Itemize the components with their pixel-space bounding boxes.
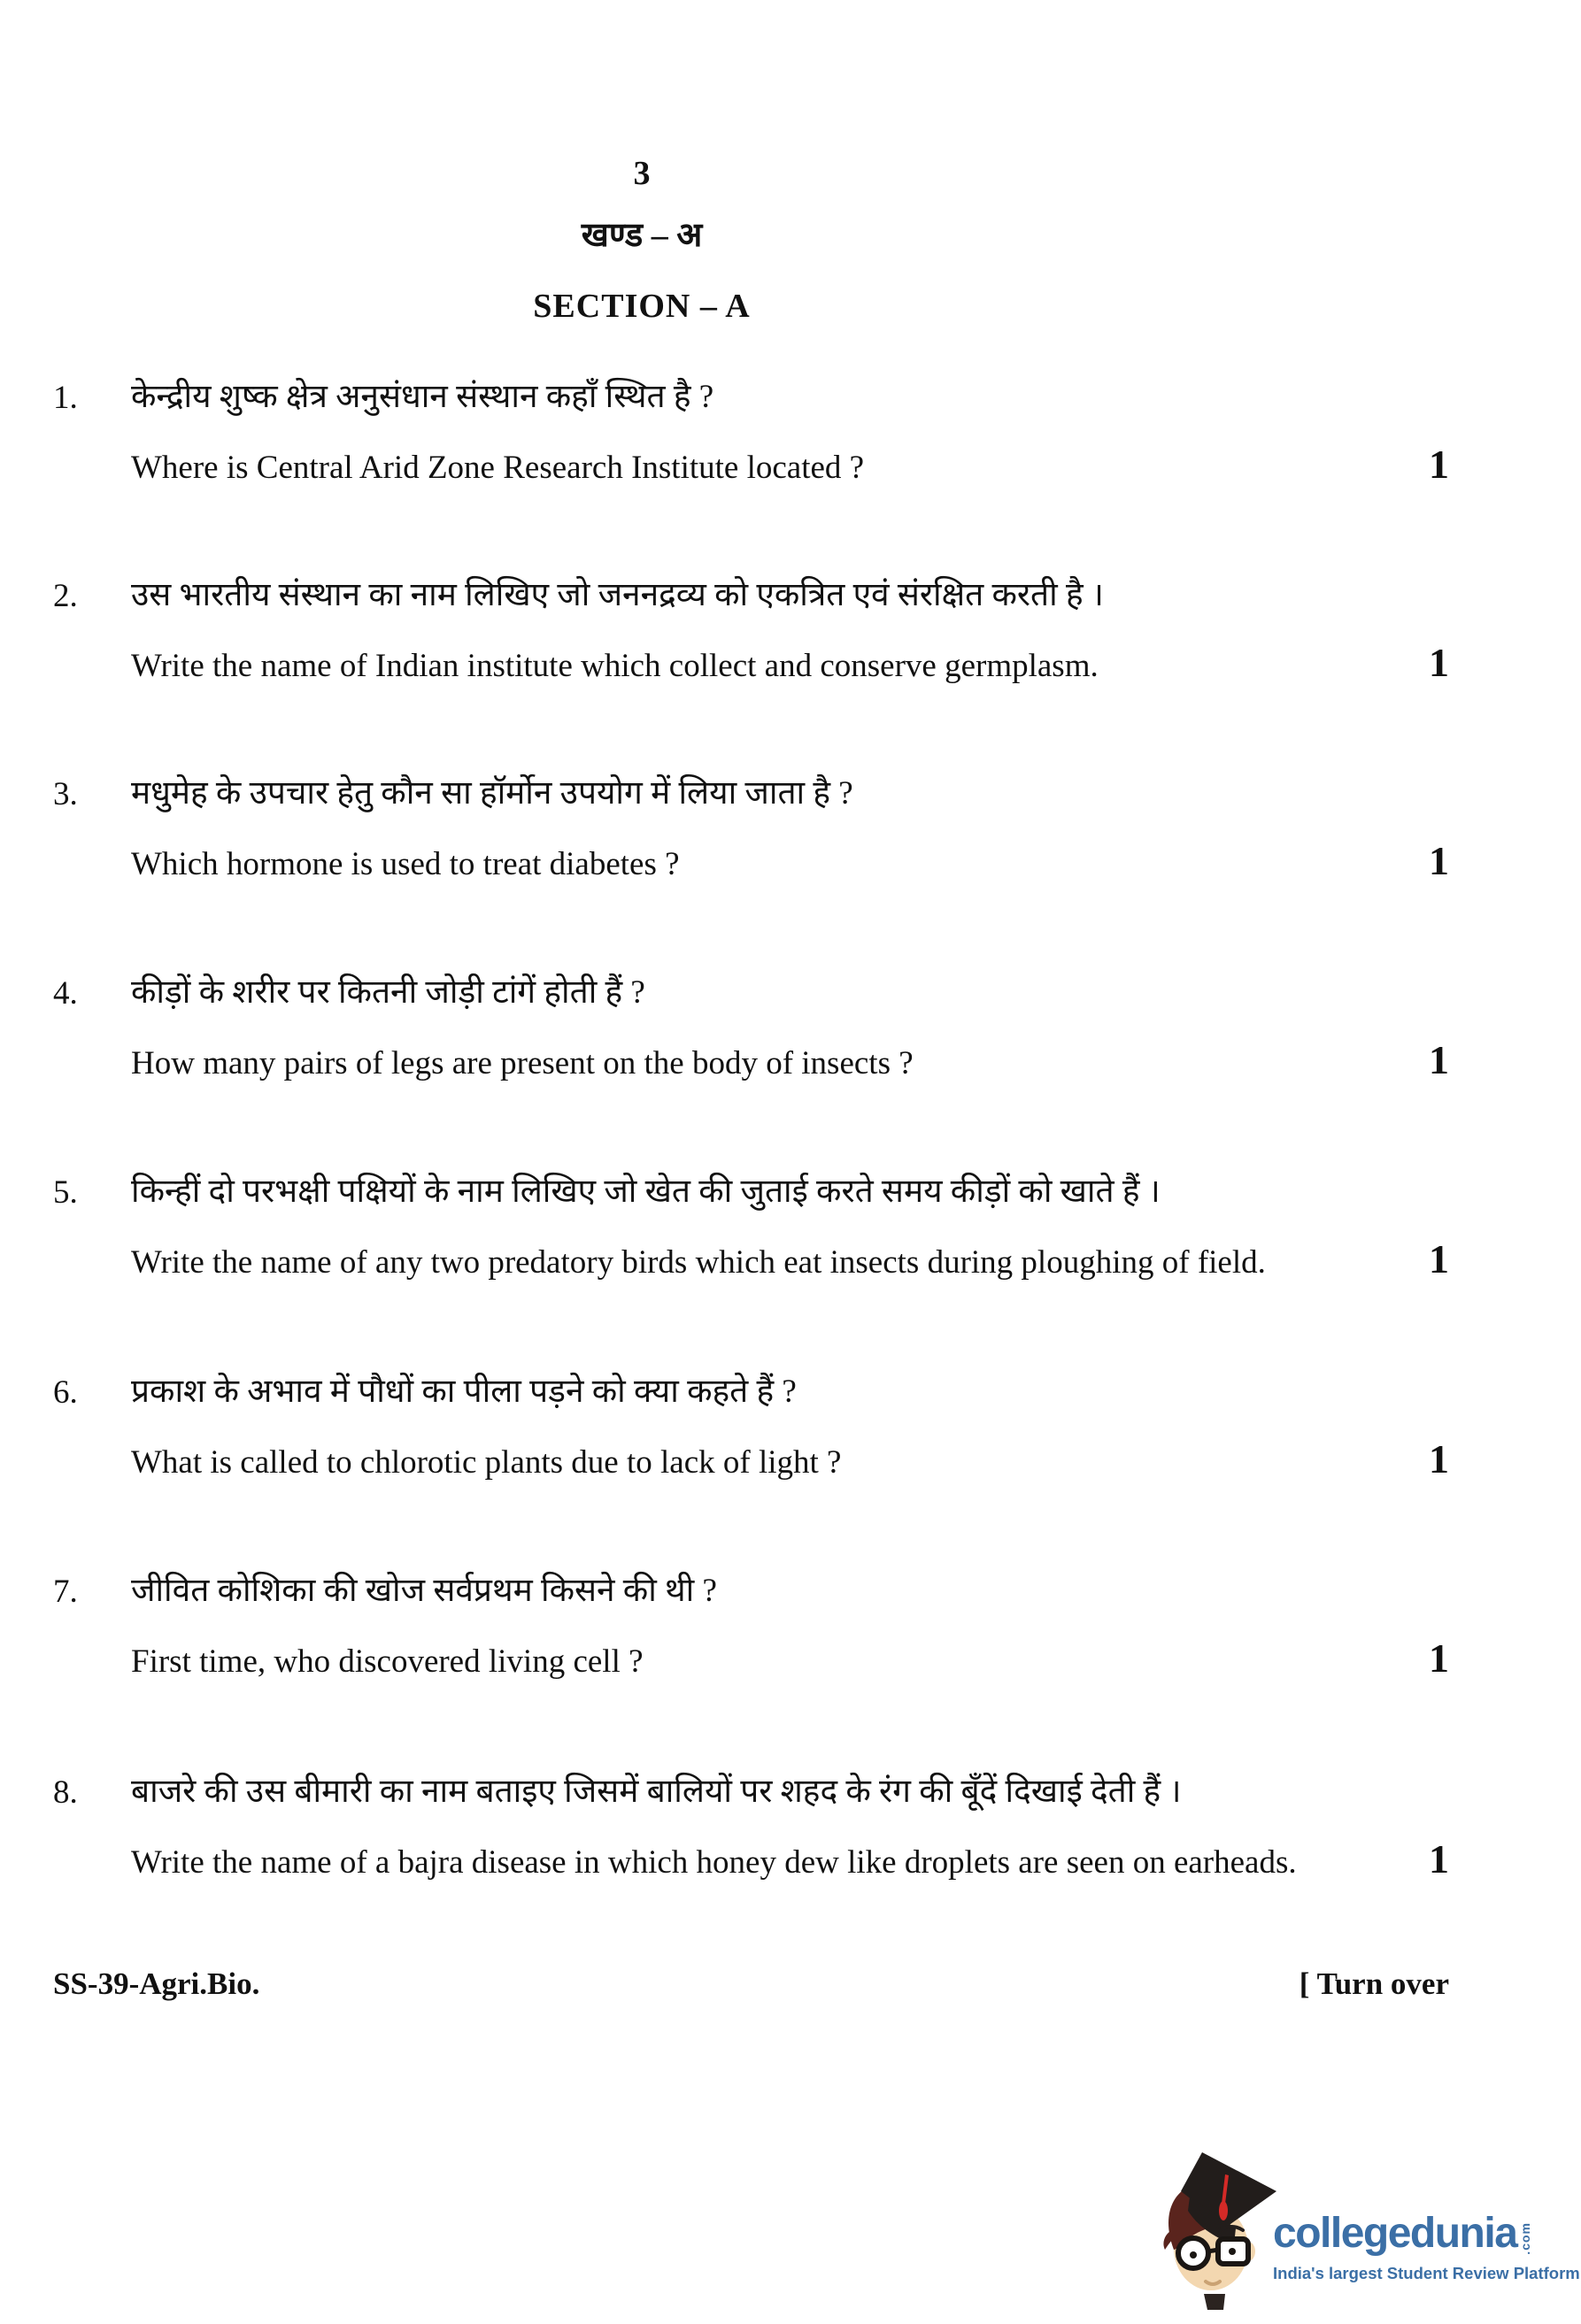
marks-value: 1 xyxy=(1429,1236,1449,1281)
marks-value: 1 xyxy=(1429,1635,1449,1681)
question-text-english: First time, who discovered living cell ? xyxy=(131,1643,644,1680)
marks-value: 1 xyxy=(1429,640,1449,685)
graduate-boy-icon xyxy=(1151,2145,1284,2319)
question-text-hindi: प्रकाश के अभाव में पौधों का पीला पड़ने को क्या कहते हैं ? xyxy=(131,1374,797,1410)
question-number: 1. xyxy=(53,380,78,416)
paper-code: SS-39-Agri.Bio. xyxy=(53,1966,260,2001)
question-text-english: How many pairs of legs are present on the body of insects ? xyxy=(131,1045,914,1081)
question-number: 5. xyxy=(53,1174,78,1211)
question-3 xyxy=(0,772,1581,922)
question-text-english: Write the name of Indian institute which collect and conserve germplasm. xyxy=(131,648,1099,684)
collegedunia-logo xyxy=(1151,2143,1580,2320)
marks-value: 1 xyxy=(1429,1836,1449,1882)
question-5 xyxy=(0,1170,1581,1320)
question-8 xyxy=(0,1770,1581,1920)
page-footer xyxy=(53,1966,1449,2002)
question-1 xyxy=(0,375,1581,526)
question-number: 7. xyxy=(53,1574,78,1610)
question-text-english: What is called to chlorotic plants due to lack of light ? xyxy=(131,1444,842,1481)
section-heading-english: SECTION – A xyxy=(533,288,751,325)
question-4 xyxy=(0,971,1581,1121)
question-text-english: Write the name of any two predatory birds which eat insects during ploughing of field. xyxy=(131,1244,1266,1281)
marks-value: 1 xyxy=(1429,442,1449,487)
question-text-hindi: मधुमेह के उपचार हेतु कौन सा हॉर्मोन उपयोग में लिया जाता है ? xyxy=(131,775,853,812)
turn-over-note: [ Turn over xyxy=(1299,1966,1449,2001)
question-6 xyxy=(0,1370,1581,1520)
question-number: 3. xyxy=(53,776,78,812)
brand-domain-suffix: .com xyxy=(1518,2222,1533,2255)
section-heading-hindi: खण्ड – अ xyxy=(581,217,703,254)
question-text-english: Where is Central Arid Zone Research Institute located ? xyxy=(131,450,865,486)
marks-value: 1 xyxy=(1429,838,1449,883)
question-number: 8. xyxy=(53,1774,78,1811)
question-text-hindi: कीड़ों के शरीर पर कितनी जोड़ी टांगें होती हैं ? xyxy=(131,974,645,1011)
question-text-hindi: केन्द्रीय शुष्क क्षेत्र अनुसंधान संस्थान कहाँ स्थित है ? xyxy=(131,379,714,415)
question-text-english: Write the name of a bajra disease in which honey dew like droplets are seen on earheads. xyxy=(131,1844,1297,1881)
question-7 xyxy=(0,1569,1581,1720)
question-text-hindi: जीवित कोशिका की खोज सर्वप्रथम किसने की थी ? xyxy=(131,1573,717,1609)
brand-tagline: India's largest Student Review Platform xyxy=(1273,2264,1580,2282)
marks-value: 1 xyxy=(1429,1037,1449,1082)
question-number: 6. xyxy=(53,1374,78,1411)
question-number: 2. xyxy=(53,578,78,614)
question-text-hindi: उस भारतीय संस्थान का नाम लिखिए जो जननद्रव्य को एकत्रित एवं संरक्षित करती है । xyxy=(131,577,1104,613)
question-text-hindi: किन्हीं दो परभक्षी पक्षियों के नाम लिखिए जो खेत की जुताई करते समय कीड़ों को खाते हैं । xyxy=(131,1174,1161,1210)
question-2 xyxy=(0,573,1581,724)
question-text-hindi: बाजरे की उस बीमारी का नाम बताइए जिसमें बालियों पर शहद के रंग की बूँदें दिखाई देती हैं । xyxy=(131,1774,1182,1810)
page-number: 3 xyxy=(633,155,651,192)
brand-wordmark: collegedunia xyxy=(1273,2210,1517,2257)
marks-value: 1 xyxy=(1429,1436,1449,1481)
question-number: 4. xyxy=(53,975,78,1012)
question-text-english: Which hormone is used to treat diabetes ? xyxy=(131,846,680,882)
